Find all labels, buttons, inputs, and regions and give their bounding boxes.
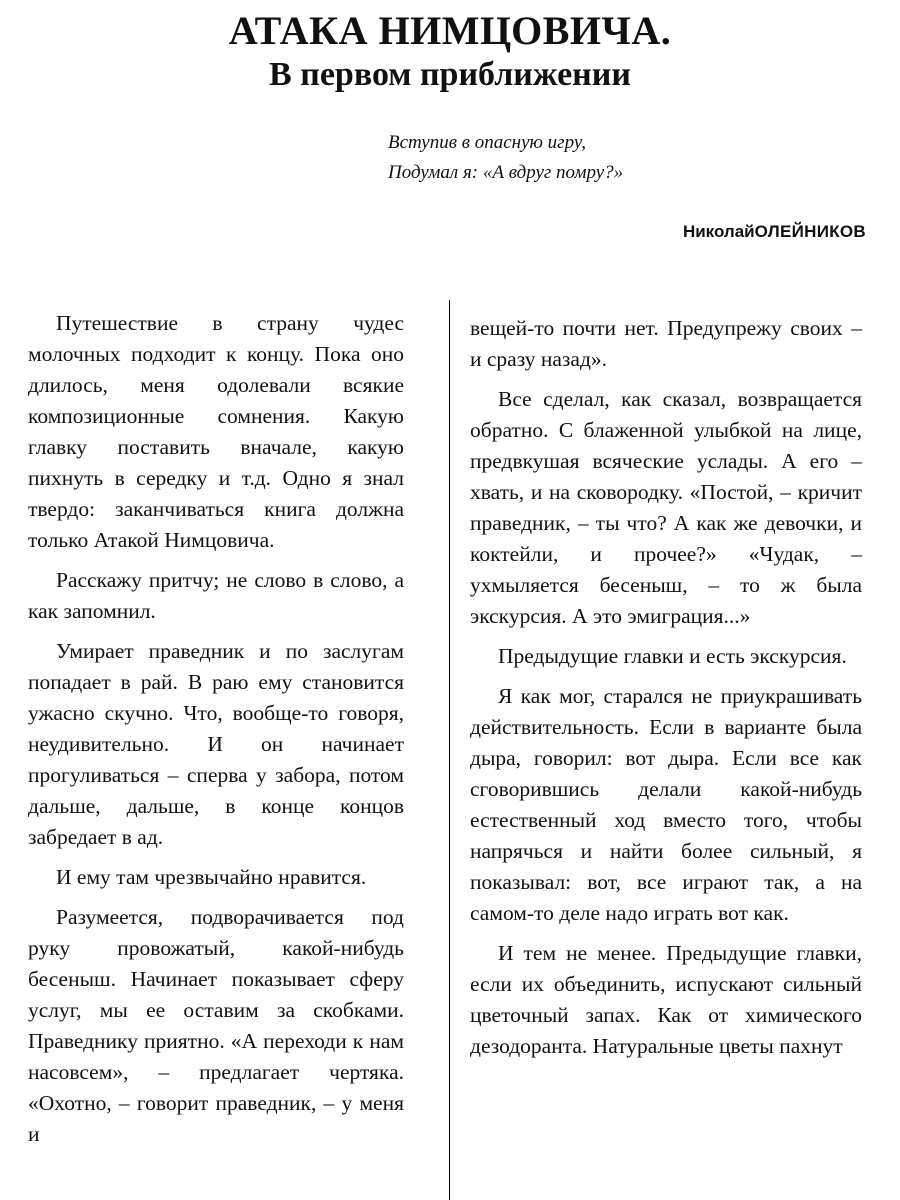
article-title: АТАКА НИМЦОВИЧА. [228,8,672,53]
text-column-right [470,313,862,1071]
paragraph: Разумеется, подворачивается под руку провожатый, какой-нибудь бесеныш. Начинает показывает сферу услуг, мы ее оставим за скобками. Праведнику приятно. «А переходи к нам насовсем», – предлагает чертяка. «Охотно, – говорит праведник, – у меня и [28,905,404,1146]
epigraph-author [683,222,866,242]
paragraph: Все сделал, как сказал, возвращается обратно. С блаженной улыбкой на лице, предвкушая всяческие услады. А его – хвать, и на сковородку. «Постой, – кричит праведник, – ты что? А как же девочки, и коктейли, и прочее?» «Чудак, – ухмыляется бесеныш, – то ж была экскурсия. А это эмиграция...» [470,387,862,628]
author-first-name: Николай [682,222,755,241]
epigraph-line-2: Подумал я: «А вдруг помру?» [388,162,624,183]
epigraph-line-1: Вступив в опасную игру, [388,132,587,153]
paragraph: Расскажу притчу; не слово в слово, а как запомнил. [28,568,404,623]
paragraph-continued: вещей-то почти нет. Предупрежу своих – и сразу назад». [470,316,862,371]
article-subtitle: В первом приближении [269,56,631,93]
author-last-name: ОЛЕЙНИКОВ [754,222,866,241]
paragraph: Предыдущие главки и есть экскурсия. [498,644,847,668]
paragraph: Я как мог, старался не приукрашивать действительность. Если в варианте была дыра, говорил: вот дыра. Если все как сговорившись делали какой-нибудь естественный ход вместо того, чтобы напрячься и найти более сильный, я показывал: вот, все играют так, а на самом-то деле надо играть вот как. [470,684,862,925]
column-divider [449,300,450,1200]
paragraph: И ему там чрезвычайно нравится. [56,865,367,889]
paragraph: Умирает праведник и по заслугам попадает в рай. В раю ему становится ужасно скучно. Что, вообще-то говоря, неудивительно. И он начинает прогуливаться – сперва у забора, потом дальше, дальше, в конце концов забредает в ад. [28,639,404,849]
text-column-left [28,308,404,1159]
article-header [0,8,900,96]
epigraph [388,128,623,188]
paragraph: И тем не менее. Предыдущие главки, если их объединить, испускают сильный цветочный запах. Как от химического дезодоранта. Натуральные цветы пахнут [470,941,862,1058]
paragraph: Путешествие в страну чудес молочных подходит к концу. Пока оно длилось, меня одолевали всякие композиционные сомнения. Какую главку поставить вначале, какую пихнуть в середку и т.д. Одно я знал твердо: заканчиваться книга должна только Атакой Нимцовича. [28,311,404,552]
